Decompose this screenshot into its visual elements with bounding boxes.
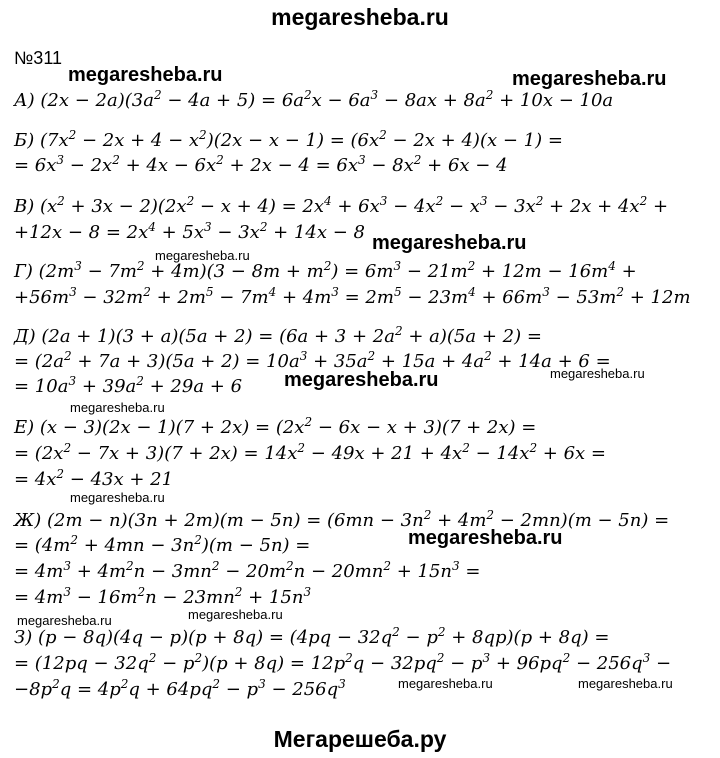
solution-line: = $(2x^2 - 7x + 3)(7 + 2x) = 14x^2 - 49x + 21 + 4x^2 - 14x^2 + 6x$ =	[14, 441, 607, 464]
solution-line: = $4x^2 - 43x + 21$	[14, 467, 174, 490]
solution-line: = $6x^3 - 2x^2 + 4x - 6x^2 + 2x - 4 = 6x^3 - 8x^2 + 6x - 4$	[14, 153, 508, 176]
watermark: megaresheba.ru	[70, 400, 165, 415]
watermark: megaresheba.ru	[17, 613, 112, 628]
solution-line: = $4m^3 - 16m^2n - 23mn^2 + 15n^3$	[14, 585, 312, 608]
watermark: megaresheba.ru	[284, 369, 439, 391]
solution-line: Б) $(7x^2 - 2x + 4 - x^2)(2x - x - 1) = (6x^2 - 2x + 4)(x - 1)$ =	[14, 128, 563, 151]
solution-line: Д) $(2a + 1)(3 + a)(5a + 2) = (6a + 3 + 2a^2 + a)(5a + 2)$ =	[14, 324, 542, 347]
solution-line: $+56m^3 - 32m^2 + 2m^5 - 7m^4 + 4m^3 = 2m^5 - 23m^4 + 66m^3 - 53m^2 + 12m$	[14, 285, 691, 308]
watermark: megaresheba.ru	[578, 676, 673, 691]
solution-line: = $4m^3 + 4m^2n - 3mn^2 - 20m^2n - 20mn^2 + 15n^3$ =	[14, 559, 481, 582]
solution-line: В) $(x^2 + 3x - 2)(2x^2 - x + 4) = 2x^4 + 6x^3 - 4x^2 - x^3 - 3x^2 + 2x + 4x^2$ +	[14, 194, 669, 217]
watermark: megaresheba.ru	[68, 64, 223, 86]
problem-number: №311	[14, 48, 63, 68]
watermark: megaresheba.ru	[372, 232, 527, 254]
watermark: megaresheba.ru	[398, 676, 493, 691]
solution-line: А) $(2x - 2a)(3a^2 - 4a + 5) = 6a^2x - 6a^3 - 8ax + 8a^2 + 10x - 10a$	[14, 88, 614, 111]
watermark: megaresheba.ru	[188, 607, 283, 622]
solution-line: $-8p^2q = 4p^2q + 64pq^2 - p^3 - 256q^3$	[14, 677, 346, 700]
solution-line: = $(4m^2 + 4mn - 3n^2)(m - 5n)$ =	[14, 533, 311, 556]
solution-line: = $10a^3 + 39a^2 + 29a + 6$	[14, 374, 243, 397]
solution-line: $+12x - 8 = 2x^4 + 5x^3 - 3x^2 + 14x - 8$	[14, 220, 366, 243]
site-footer: Мегарешеба.ру	[273, 726, 447, 752]
solution-line: Г) $(2m^3 - 7m^2 + 4m)(3 - 8m + m^2) = 6m^3 - 21m^2 + 12m - 16m^4$ +	[14, 259, 637, 282]
solution-line: = $(2a^2 + 7a + 3)(5a + 2) = 10a^3 + 35a^2 + 15a + 4a^2 + 14a + 6$ =	[14, 349, 611, 372]
watermark: megaresheba.ru	[550, 366, 645, 381]
site-header: megaresheba.ru	[271, 4, 449, 30]
watermark: megaresheba.ru	[155, 248, 250, 263]
solution-line: Е) $(x - 3)(2x - 1)(7 + 2x) = (2x^2 - 6x - x + 3)(7 + 2x)$ =	[14, 415, 537, 438]
watermark: megaresheba.ru	[408, 527, 563, 549]
solution-line: = $(12pq - 32q^2 - p^2)(p + 8q) = 12p^2q - 32pq^2 - p^3 + 96pq^2 - 256q^3$ −	[14, 651, 672, 674]
solution-line: З) $(p - 8q)(4q - p)(p + 8q) = (4pq - 32q^2 - p^2 + 8qp)(p + 8q)$ =	[14, 625, 610, 648]
solution-line: Ж) $(2m - n)(3n + 2m)(m - 5n) = (6mn - 3n^2 + 4m^2 - 2mn)(m - 5n)$ =	[14, 508, 670, 531]
watermark: megaresheba.ru	[70, 490, 165, 505]
watermark: megaresheba.ru	[512, 68, 667, 90]
